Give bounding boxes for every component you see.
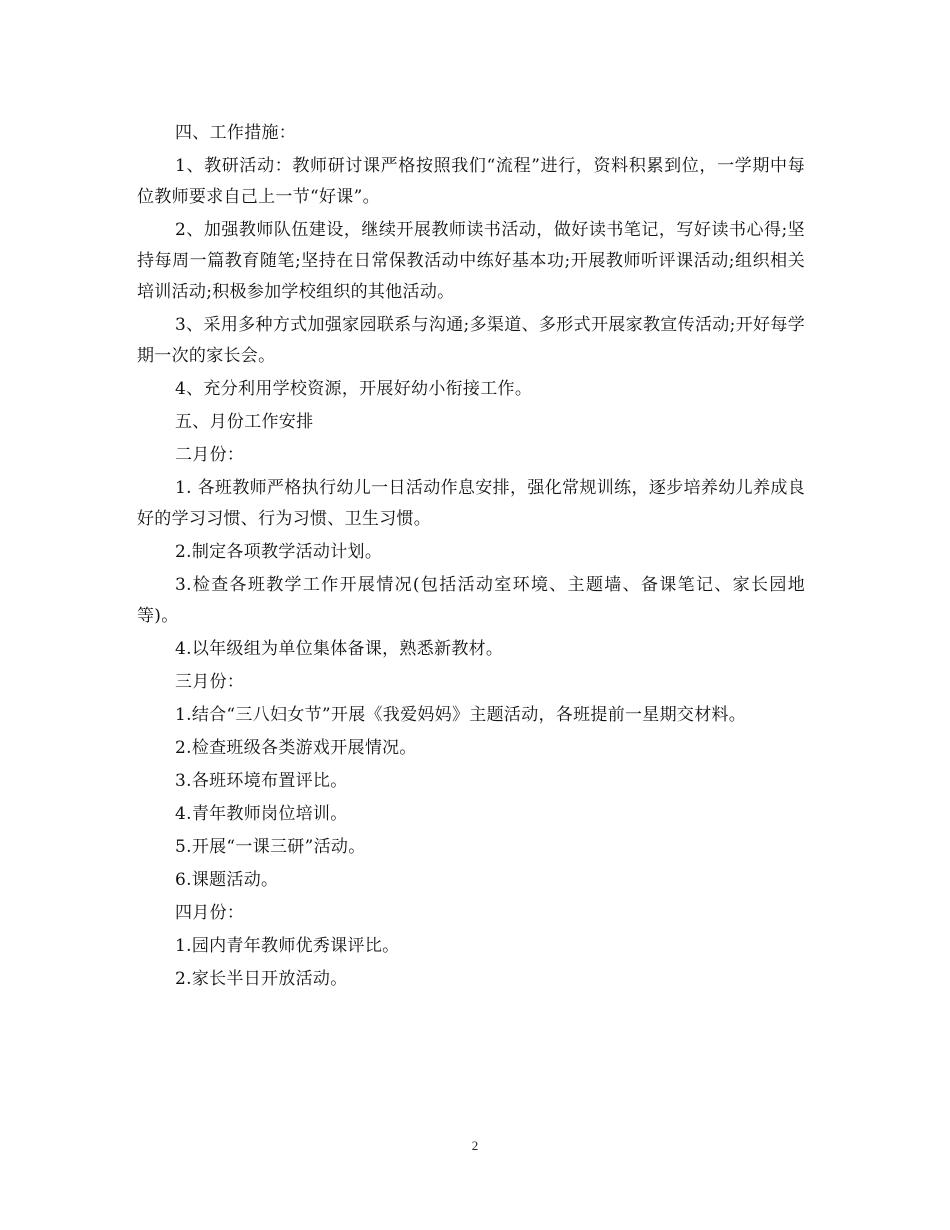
list-item: 4.以年级组为单位集体备课，熟悉新教材。 (175, 639, 504, 659)
list-item: 2.制定各项教学活动计划。 (175, 542, 383, 562)
list-item: 1. 各班教师严格执行幼儿一日活动作息安排，强化常规训练，逐步培养幼儿养成良好的学习习惯、行为习惯、卫生习惯。 (137, 478, 805, 529)
paragraph-teacher-team: 2、加强教师队伍建设，继续开展教师读书活动，做好读书笔记，写好读书心得;坚持每周一篇教育随笔;坚持在日常保教活动中练好基本功;开展教师听评课活动;组织相关培训活动;积极参加学校组织的其他活动。 (137, 220, 805, 302)
list-item: 5.开展“一课三研”活动。 (175, 837, 366, 857)
list-item: 6.课题活动。 (175, 870, 279, 890)
list-item: 1.园内青年教师优秀课评比。 (175, 936, 400, 956)
page-number: 2 (471, 1138, 479, 1153)
document-body (137, 118, 805, 997)
month-heading-april: 四月份： (175, 903, 245, 923)
month-heading-february: 二月份： (175, 445, 245, 465)
paragraph-home-school: 3、采用多种方式加强家园联系与沟通;多渠道、多形式开展家教宣传活动;开好每学期一次的家长会。 (137, 315, 805, 366)
section-heading-monthly-plan: 五、月份工作安排 (175, 412, 314, 432)
list-item: 1.结合“三八妇女节”开展《我爱妈妈》主题活动，各班提前一星期交材料。 (175, 705, 747, 725)
list-item: 2.家长半日开放活动。 (175, 969, 348, 989)
month-heading-march: 三月份： (175, 672, 245, 692)
list-item: 3.检查各班教学工作开展情况(包括活动室环境、主题墙、备课笔记、家长园地等)。 (137, 575, 805, 626)
list-item: 4.青年教师岗位培训。 (175, 804, 348, 824)
section-heading-measures: 四、工作措施： (175, 123, 297, 143)
list-item: 2.检查班级各类游戏开展情况。 (175, 738, 417, 758)
paragraph-transition: 4、充分利用学校资源，开展好幼小衔接工作。 (175, 379, 533, 399)
paragraph-teaching-research: 1、教研活动：教师研讨课严格按照我们“流程”进行，资料积累到位，一学期中每位教师要求自己上一节“好课”。 (137, 156, 805, 207)
list-item: 3.各班环境布置评比。 (175, 771, 348, 791)
